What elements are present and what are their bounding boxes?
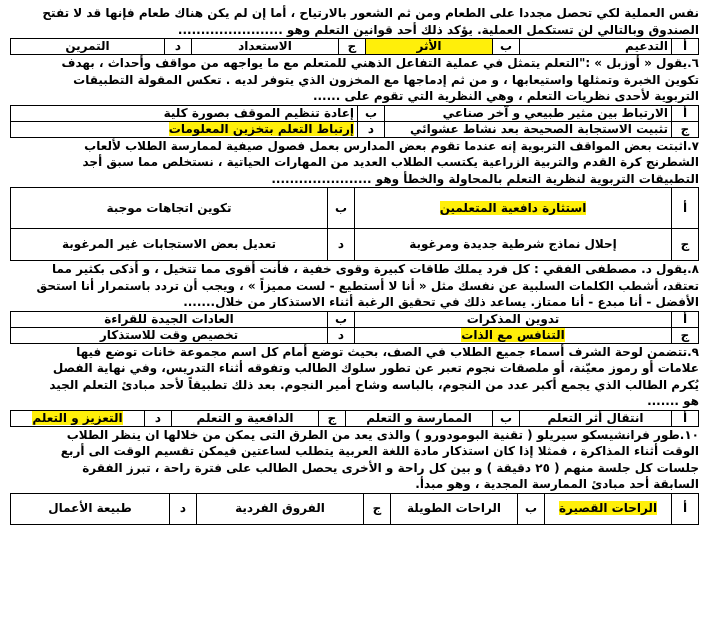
q10-options [10,493,699,525]
option-letter: د [328,229,355,261]
option-letter: ج [364,493,391,524]
q9-text: علامات أو رموز معيّنة، أو ملصقات نجوم تعبر عن تطور سلوك الطالب وتفوقه أثناء التدريس، وفي نهاية الفصل [52,361,699,375]
highlighted-answer: استثارة دافعية المتعلمين [439,201,587,215]
q6-text: ٦.يقول « أوزبل » :"التعلم يتمثل في عملية التفاعل الذهني للمتعلم مع ما يواجهه من مواقف وأحداث ، بهدف [61,56,699,70]
option-letter: أ [672,410,699,426]
option-letter: ج [672,229,699,261]
q7-option-b[interactable]: تكوين اتجاهات موجبة [11,188,328,229]
option-letter: ب [328,188,355,229]
option-letter: أ [672,493,699,524]
option-letter: د [358,121,385,137]
q7-text: الشطرنج كرة القدم والتربية الزراعية يكتسب الطلاب العديد من المهارات الحياتية ، نستخلص مما سبق أجد [82,155,699,169]
q8-text: الأفضل - أنا مبدع - أنا ممتاز. يساعد ذلك في تحقيق الرغبة أثناء الاستذكار من خلال....... [183,295,699,309]
option-letter: ج [672,327,699,343]
q7-text: ٧.اثبتت بعض المواقف التربوية إنه عندما تقوم بعض المدارس بعمل فصول صيفية لممارسة الطلاب لألعاب [84,138,699,153]
option-letter: ج [339,39,366,55]
q9-option-b[interactable]: الممارسة و التعلم [346,410,493,426]
option-letter: أ [672,311,699,327]
q7-option-a[interactable] [355,188,672,229]
option-letter: ج [672,121,699,137]
option-letter: ج [319,410,346,426]
q8-options [10,311,699,344]
option-letter: د [328,327,355,343]
q8-option-d[interactable]: تخصيص وقت للاستذكار [11,327,328,343]
highlighted-answer: إرتباط التعلم بتخزين المعلومات [168,121,354,136]
q6-option-c[interactable]: تثبيت الاستجابة الصحيحة بعد نشاط عشوائي [385,121,672,137]
q10-text: جلسات كل جلسة منهم ( ٢٥ دقيقة ) و بين كل راحة و الأخرى يحصل الطالب على فترة راحة ، تبرز الفقرة [82,460,699,475]
q10-text: الوقت أثناء المذاكرة ، فمثلا إذا كان استذكار مادة اللغة العربية يتطلب لساعتين فيمكن تقسيم الوقت الى أربع [60,444,699,458]
q6-text: التربوية لأحدى نظريات التعلم ، وهي النظرية التي تقوم على ...... [312,89,699,103]
option-letter: ب [493,39,520,55]
q6-text: تكوين الخبرة وتمثلها واستيعابها ، و من ثم إدماجها مع المخزون الذي يتوفر لديه . تعكس المقولة التطبيقات [73,72,699,87]
option-letter: أ [672,188,699,229]
q7-text: التطبيقات التربوية لنظرية التعلم بالمحاولة والخطأ وهو ...................... [271,171,699,186]
option-letter: د [165,39,192,55]
highlighted-answer: التنافس مع الذات [461,327,565,342]
q10-option-c[interactable]: الفروق الفردية [197,493,364,524]
q10-option-b[interactable]: الراحات الطويلة [391,493,518,524]
q5-option-a[interactable]: التدعيم [520,39,672,55]
q6-option-b[interactable]: إعادة تنظيم الموقف بصورة كلية [11,105,358,121]
q10-option-d[interactable]: طبيعة الأعمال [11,493,170,524]
q6-option-a[interactable]: الارتباط بين مثير طبيعي و آخر صناعي [385,105,672,121]
q9-text: هو ....... [647,394,699,408]
q7-options [10,187,699,261]
q9-options [10,410,699,427]
option-letter: ب [358,105,385,121]
q9-option-a[interactable]: انتقال أثر التعلم [520,410,672,426]
q5-option-d[interactable]: التمرين [11,39,165,55]
q8-text: ٨.يقول د. مصطفى الفقي : كل فرد يملك طاقات كبيرة وقوى خفية ، فأنت أقوى مما تتخيل ، و أذكى بكثير مما [51,262,699,276]
q10-text: ١٠.طور فرانشيسكو سيريلو ( تقنية البومودورو ) والذى يعد من الطرق التى يمكن من خلالها ان ينظر الطلاب [66,427,699,442]
option-letter: أ [672,105,699,121]
q5-option-c[interactable]: الاستعداد [192,39,339,55]
highlighted-answer: التعزيز و التعلم [32,410,123,425]
q8-option-a[interactable]: تدوين المذكرات [355,311,672,327]
q9-option-c[interactable]: الدافعية و التعلم [172,410,319,426]
option-letter: د [145,410,172,426]
option-letter: ب [328,311,355,327]
q6-options [10,105,699,138]
q6-option-d[interactable] [11,121,358,137]
q9-text: ٩.تتضمن لوحة الشرف أسماء جميع الطلاب في الصف، بحيث توضع أمام كل اسم مجموعة خانات توضع فيها [76,344,699,359]
q10-option-a[interactable] [545,493,672,524]
q9-option-d[interactable] [11,410,145,426]
q8-text: تعتقد، أشطب الكلمات السلبية عن نفسك مثل « أنا لا أستطيع - لست مميزاً » ، ويجب أن تردد باستمرار أنا استحق [36,278,699,293]
q5-options [10,38,699,55]
q9-text: يُكرم الطالب الذي يجمع أكبر عدد من النجوم، بالباسه وشاح أمير النجوم. بعد ذلك تطبيقاً لأحد مبادئ التعلم الجيد [49,377,699,392]
q10-text: السابقة أحد مبادئ الممارسة المجدية ، وهو مبدأ. [415,477,699,491]
intro-line: الصندوق وبالتالي لن تستكمل العملية. يؤكد ذلك أحد قوانين التعلم وهو ....................... [177,22,699,37]
option-letter: ب [493,410,520,426]
option-letter: د [170,493,197,524]
highlighted-answer: الراحات القصيرة [558,501,658,515]
q7-option-c[interactable]: إحلال نماذج شرطية جديدة ومرغوبة [355,229,672,261]
option-letter: أ [672,39,699,55]
option-letter: ب [518,493,545,524]
q8-option-c[interactable] [355,327,672,343]
q7-option-d[interactable]: تعديل بعض الاستجابات غير المرغوبة [11,229,328,261]
q8-option-b[interactable]: العادات الجيدة للقراءة [11,311,328,327]
q5-option-b[interactable]: الأثر [366,39,493,55]
intro-line: نفس العملية لكي تحصل مجددا على الطعام ومن ثم الشعور بالارتياح ، أما إن لم يكن هناك طعام فإنها قد لا تفتح [42,6,699,20]
